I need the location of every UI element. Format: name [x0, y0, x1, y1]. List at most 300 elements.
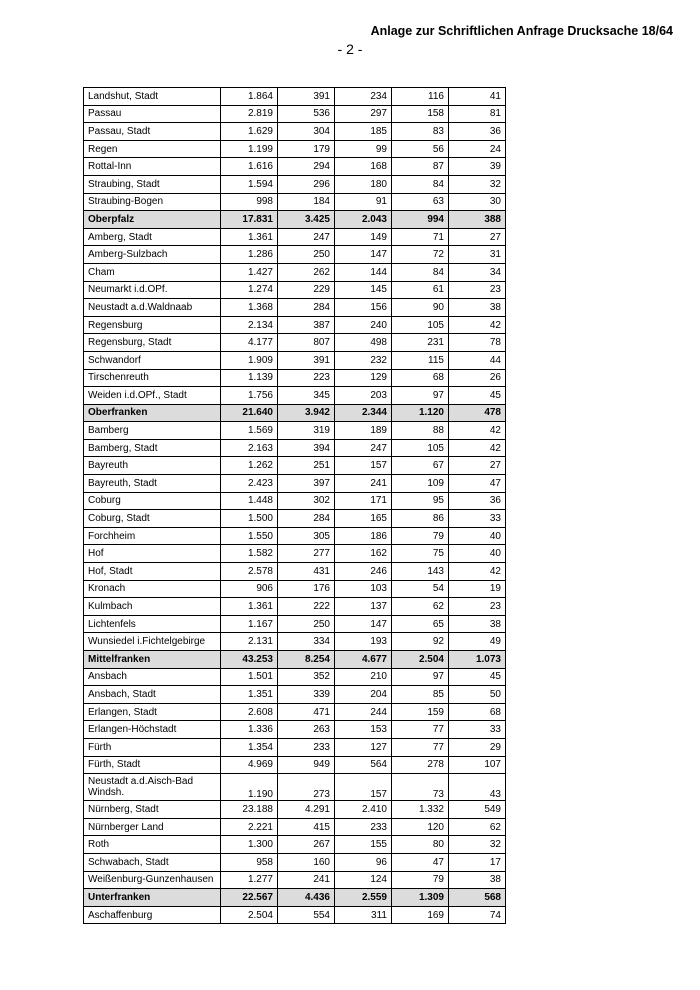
value-cell: 267	[278, 836, 335, 854]
value-cell: 1.262	[221, 457, 278, 475]
district-name-cell: Coburg, Stadt	[84, 510, 221, 528]
value-cell: 42	[449, 316, 506, 334]
value-cell: 162	[335, 545, 392, 563]
value-cell: 189	[335, 422, 392, 440]
value-cell: 284	[278, 299, 335, 317]
district-name-cell: Unterfranken	[84, 889, 221, 907]
value-cell: 144	[335, 263, 392, 281]
value-cell: 958	[221, 853, 278, 871]
district-name-cell: Ansbach	[84, 668, 221, 686]
value-cell: 1.199	[221, 140, 278, 158]
value-cell: 129	[335, 369, 392, 387]
value-cell: 1.309	[392, 889, 449, 907]
value-cell: 36	[449, 492, 506, 510]
value-cell: 49	[449, 633, 506, 651]
value-cell: 1.756	[221, 387, 278, 405]
value-cell: 169	[392, 906, 449, 924]
value-cell: 1.274	[221, 281, 278, 299]
value-cell: 4.677	[335, 651, 392, 669]
district-name-cell: Bayreuth	[84, 457, 221, 475]
district-name-cell: Forchheim	[84, 527, 221, 545]
value-cell: 147	[335, 246, 392, 264]
value-cell: 250	[278, 246, 335, 264]
table-row	[84, 492, 506, 510]
value-cell: 1.909	[221, 351, 278, 369]
value-cell: 62	[449, 818, 506, 836]
value-cell: 107	[449, 756, 506, 774]
value-cell: 160	[278, 853, 335, 871]
value-cell: 38	[449, 871, 506, 889]
value-cell: 17.831	[221, 211, 278, 229]
page-number: - 2 -	[337, 41, 363, 57]
district-name-cell: Rottal-Inn	[84, 158, 221, 176]
value-cell: 339	[278, 686, 335, 704]
value-cell: 40	[449, 545, 506, 563]
value-cell: 2.043	[335, 211, 392, 229]
value-cell: 1.073	[449, 651, 506, 669]
value-cell: 47	[449, 475, 506, 493]
value-cell: 262	[278, 263, 335, 281]
district-name-cell: Oberpfalz	[84, 211, 221, 229]
district-name-cell: Weißenburg-Gunzenhausen	[84, 871, 221, 889]
district-name-cell: Straubing, Stadt	[84, 175, 221, 193]
table-row	[84, 475, 506, 493]
value-cell: 39	[449, 158, 506, 176]
district-name-cell: Regen	[84, 140, 221, 158]
value-cell: 31	[449, 246, 506, 264]
value-cell: 157	[335, 457, 392, 475]
table-row	[84, 615, 506, 633]
value-cell: 124	[335, 871, 392, 889]
value-cell: 233	[278, 738, 335, 756]
value-cell: 222	[278, 598, 335, 616]
value-cell: 36	[449, 123, 506, 141]
value-cell: 33	[449, 510, 506, 528]
value-cell: 554	[278, 906, 335, 924]
table-row	[84, 633, 506, 651]
value-cell: 171	[335, 492, 392, 510]
value-cell: 77	[392, 738, 449, 756]
district-name-cell: Hof	[84, 545, 221, 563]
value-cell: 83	[392, 123, 449, 141]
value-cell: 2.221	[221, 818, 278, 836]
table-row	[84, 140, 506, 158]
table-row	[84, 387, 506, 405]
value-cell: 232	[335, 351, 392, 369]
table-row	[84, 738, 506, 756]
value-cell: 391	[278, 351, 335, 369]
district-name-cell: Hof, Stadt	[84, 563, 221, 581]
value-cell: 387	[278, 316, 335, 334]
value-cell: 240	[335, 316, 392, 334]
district-name-cell: Passau	[84, 105, 221, 123]
value-cell: 180	[335, 175, 392, 193]
value-cell: 99	[335, 140, 392, 158]
district-name-cell: Passau, Stadt	[84, 123, 221, 141]
value-cell: 42	[449, 439, 506, 457]
value-cell: 1.864	[221, 88, 278, 106]
value-cell: 105	[392, 439, 449, 457]
value-cell: 23	[449, 598, 506, 616]
district-name-cell: Neustadt a.d.Aisch-Bad Windsh.	[84, 774, 221, 801]
value-cell: 1.354	[221, 738, 278, 756]
table-row	[84, 801, 506, 819]
value-cell: 30	[449, 193, 506, 211]
value-cell: 352	[278, 668, 335, 686]
value-cell: 32	[449, 175, 506, 193]
value-cell: 42	[449, 563, 506, 581]
table-row	[84, 105, 506, 123]
value-cell: 68	[449, 703, 506, 721]
value-cell: 45	[449, 668, 506, 686]
table-row	[84, 871, 506, 889]
value-cell: 1.582	[221, 545, 278, 563]
value-cell: 2.578	[221, 563, 278, 581]
value-cell: 1.427	[221, 263, 278, 281]
value-cell: 247	[278, 228, 335, 246]
value-cell: 1.616	[221, 158, 278, 176]
district-name-cell: Amberg-Sulzbach	[84, 246, 221, 264]
value-cell: 120	[392, 818, 449, 836]
value-cell: 1.336	[221, 721, 278, 739]
value-cell: 1.569	[221, 422, 278, 440]
value-cell: 1.594	[221, 175, 278, 193]
value-cell: 1.550	[221, 527, 278, 545]
district-name-cell: Regensburg	[84, 316, 221, 334]
value-cell: 79	[392, 871, 449, 889]
value-cell: 137	[335, 598, 392, 616]
value-cell: 74	[449, 906, 506, 924]
region-total-row	[84, 651, 506, 669]
table-row	[84, 299, 506, 317]
district-name-cell: Fürth, Stadt	[84, 756, 221, 774]
value-cell: 155	[335, 836, 392, 854]
table-row	[84, 246, 506, 264]
value-cell: 277	[278, 545, 335, 563]
value-cell: 147	[335, 615, 392, 633]
value-cell: 179	[278, 140, 335, 158]
district-name-cell: Regensburg, Stadt	[84, 334, 221, 352]
value-cell: 153	[335, 721, 392, 739]
value-cell: 42	[449, 422, 506, 440]
table-row	[84, 598, 506, 616]
district-name-cell: Cham	[84, 263, 221, 281]
value-cell: 296	[278, 175, 335, 193]
district-name-cell: Ansbach, Stadt	[84, 686, 221, 704]
value-cell: 1.351	[221, 686, 278, 704]
value-cell: 234	[335, 88, 392, 106]
value-cell: 43.253	[221, 651, 278, 669]
value-cell: 176	[278, 580, 335, 598]
district-name-cell: Erlangen, Stadt	[84, 703, 221, 721]
table-row	[84, 281, 506, 299]
value-cell: 250	[278, 615, 335, 633]
district-name-cell: Straubing-Bogen	[84, 193, 221, 211]
value-cell: 47	[392, 853, 449, 871]
value-cell: 184	[278, 193, 335, 211]
value-cell: 38	[449, 615, 506, 633]
value-cell: 50	[449, 686, 506, 704]
value-cell: 84	[392, 175, 449, 193]
value-cell: 159	[392, 703, 449, 721]
value-cell: 87	[392, 158, 449, 176]
table-row	[84, 545, 506, 563]
value-cell: 2.131	[221, 633, 278, 651]
value-cell: 305	[278, 527, 335, 545]
table-row	[84, 175, 506, 193]
value-cell: 27	[449, 457, 506, 475]
district-name-cell: Oberfranken	[84, 404, 221, 422]
value-cell: 568	[449, 889, 506, 907]
district-name-cell: Fürth	[84, 738, 221, 756]
district-name-cell: Schwandorf	[84, 351, 221, 369]
value-cell: 19	[449, 580, 506, 598]
district-name-cell: Neustadt a.d.Waldnaab	[84, 299, 221, 317]
value-cell: 2.504	[392, 651, 449, 669]
value-cell: 97	[392, 387, 449, 405]
table-row	[84, 88, 506, 106]
value-cell: 41	[449, 88, 506, 106]
value-cell: 2.819	[221, 105, 278, 123]
value-cell: 73	[392, 774, 449, 801]
value-cell: 38	[449, 299, 506, 317]
value-cell: 231	[392, 334, 449, 352]
value-cell: 45	[449, 387, 506, 405]
district-name-cell: Erlangen-Höchstadt	[84, 721, 221, 739]
value-cell: 23	[449, 281, 506, 299]
value-cell: 103	[335, 580, 392, 598]
value-cell: 91	[335, 193, 392, 211]
value-cell: 297	[335, 105, 392, 123]
value-cell: 22.567	[221, 889, 278, 907]
value-cell: 4.291	[278, 801, 335, 819]
table-row	[84, 580, 506, 598]
value-cell: 233	[335, 818, 392, 836]
value-cell: 251	[278, 457, 335, 475]
value-cell: 2.504	[221, 906, 278, 924]
value-cell: 68	[392, 369, 449, 387]
value-cell: 95	[392, 492, 449, 510]
value-cell: 3.942	[278, 404, 335, 422]
table-row	[84, 527, 506, 545]
value-cell: 156	[335, 299, 392, 317]
value-cell: 273	[278, 774, 335, 801]
table-row	[84, 369, 506, 387]
value-cell: 168	[335, 158, 392, 176]
value-cell: 44	[449, 351, 506, 369]
value-cell: 431	[278, 563, 335, 581]
value-cell: 23.188	[221, 801, 278, 819]
value-cell: 63	[392, 193, 449, 211]
table-row	[84, 818, 506, 836]
value-cell: 304	[278, 123, 335, 141]
value-cell: 92	[392, 633, 449, 651]
value-cell: 86	[392, 510, 449, 528]
value-cell: 1.500	[221, 510, 278, 528]
table-row	[84, 721, 506, 739]
value-cell: 72	[392, 246, 449, 264]
value-cell: 1.300	[221, 836, 278, 854]
value-cell: 78	[449, 334, 506, 352]
value-cell: 33	[449, 721, 506, 739]
value-cell: 204	[335, 686, 392, 704]
value-cell: 96	[335, 853, 392, 871]
value-cell: 79	[392, 527, 449, 545]
value-cell: 1.277	[221, 871, 278, 889]
value-cell: 263	[278, 721, 335, 739]
value-cell: 115	[392, 351, 449, 369]
district-name-cell: Nürnberg, Stadt	[84, 801, 221, 819]
value-cell: 71	[392, 228, 449, 246]
value-cell: 27	[449, 228, 506, 246]
value-cell: 1.286	[221, 246, 278, 264]
district-name-cell: Schwabach, Stadt	[84, 853, 221, 871]
value-cell: 334	[278, 633, 335, 651]
value-cell: 241	[278, 871, 335, 889]
value-cell: 415	[278, 818, 335, 836]
district-name-cell: Roth	[84, 836, 221, 854]
value-cell: 311	[335, 906, 392, 924]
value-cell: 345	[278, 387, 335, 405]
district-name-cell: Bayreuth, Stadt	[84, 475, 221, 493]
value-cell: 549	[449, 801, 506, 819]
value-cell: 210	[335, 668, 392, 686]
value-cell: 278	[392, 756, 449, 774]
value-cell: 193	[335, 633, 392, 651]
value-cell: 1.448	[221, 492, 278, 510]
table-row	[84, 123, 506, 141]
table-row	[84, 158, 506, 176]
table-row	[84, 193, 506, 211]
value-cell: 185	[335, 123, 392, 141]
value-cell: 62	[392, 598, 449, 616]
value-cell: 536	[278, 105, 335, 123]
value-cell: 4.969	[221, 756, 278, 774]
value-cell: 564	[335, 756, 392, 774]
value-cell: 143	[392, 563, 449, 581]
value-cell: 32	[449, 836, 506, 854]
value-cell: 29	[449, 738, 506, 756]
value-cell: 40	[449, 527, 506, 545]
district-name-cell: Neumarkt i.d.OPf.	[84, 281, 221, 299]
value-cell: 229	[278, 281, 335, 299]
value-cell: 246	[335, 563, 392, 581]
value-cell: 165	[335, 510, 392, 528]
value-cell: 105	[392, 316, 449, 334]
district-name-cell: Weiden i.d.OPf., Stadt	[84, 387, 221, 405]
district-name-cell: Mittelfranken	[84, 651, 221, 669]
value-cell: 2.134	[221, 316, 278, 334]
value-cell: 26	[449, 369, 506, 387]
district-name-cell: Coburg	[84, 492, 221, 510]
value-cell: 478	[449, 404, 506, 422]
value-cell: 1.139	[221, 369, 278, 387]
value-cell: 1.120	[392, 404, 449, 422]
value-cell: 81	[449, 105, 506, 123]
table-row	[84, 510, 506, 528]
district-name-cell: Lichtenfels	[84, 615, 221, 633]
value-cell: 391	[278, 88, 335, 106]
value-cell: 471	[278, 703, 335, 721]
table-row	[84, 563, 506, 581]
value-cell: 84	[392, 263, 449, 281]
district-name-cell: Landshut, Stadt	[84, 88, 221, 106]
value-cell: 998	[221, 193, 278, 211]
value-cell: 1.167	[221, 615, 278, 633]
table-row	[84, 756, 506, 774]
table-row	[84, 836, 506, 854]
value-cell: 2.163	[221, 439, 278, 457]
value-cell: 223	[278, 369, 335, 387]
value-cell: 8.254	[278, 651, 335, 669]
value-cell: 80	[392, 836, 449, 854]
table-row	[84, 457, 506, 475]
value-cell: 54	[392, 580, 449, 598]
value-cell: 127	[335, 738, 392, 756]
value-cell: 75	[392, 545, 449, 563]
value-cell: 43	[449, 774, 506, 801]
document-header: Anlage zur Schriftlichen Anfrage Drucksache 18/64	[370, 24, 673, 38]
value-cell: 397	[278, 475, 335, 493]
value-cell: 994	[392, 211, 449, 229]
table-row	[84, 853, 506, 871]
value-cell: 24	[449, 140, 506, 158]
table-row	[84, 774, 506, 801]
region-total-row	[84, 211, 506, 229]
region-total-row	[84, 889, 506, 907]
value-cell: 67	[392, 457, 449, 475]
value-cell: 17	[449, 853, 506, 871]
district-name-cell: Amberg, Stadt	[84, 228, 221, 246]
table-row	[84, 686, 506, 704]
value-cell: 1.361	[221, 228, 278, 246]
table-row	[84, 263, 506, 281]
value-cell: 77	[392, 721, 449, 739]
value-cell: 2.423	[221, 475, 278, 493]
table-row	[84, 316, 506, 334]
value-cell: 203	[335, 387, 392, 405]
value-cell: 302	[278, 492, 335, 510]
value-cell: 4.436	[278, 889, 335, 907]
value-cell: 2.608	[221, 703, 278, 721]
district-name-cell: Bamberg	[84, 422, 221, 440]
district-name-cell: Aschaffenburg	[84, 906, 221, 924]
value-cell: 247	[335, 439, 392, 457]
table-row	[84, 906, 506, 924]
value-cell: 1.361	[221, 598, 278, 616]
region-total-row	[84, 404, 506, 422]
value-cell: 109	[392, 475, 449, 493]
value-cell: 157	[335, 774, 392, 801]
value-cell: 807	[278, 334, 335, 352]
table-row	[84, 351, 506, 369]
table-row	[84, 334, 506, 352]
table-row	[84, 439, 506, 457]
value-cell: 1.368	[221, 299, 278, 317]
value-cell: 3.425	[278, 211, 335, 229]
value-cell: 388	[449, 211, 506, 229]
district-name-cell: Bamberg, Stadt	[84, 439, 221, 457]
value-cell: 1.629	[221, 123, 278, 141]
district-name-cell: Kronach	[84, 580, 221, 598]
value-cell: 158	[392, 105, 449, 123]
value-cell: 1.501	[221, 668, 278, 686]
statistics-table	[83, 87, 506, 924]
value-cell: 906	[221, 580, 278, 598]
value-cell: 394	[278, 439, 335, 457]
value-cell: 61	[392, 281, 449, 299]
district-name-cell: Nürnberger Land	[84, 818, 221, 836]
